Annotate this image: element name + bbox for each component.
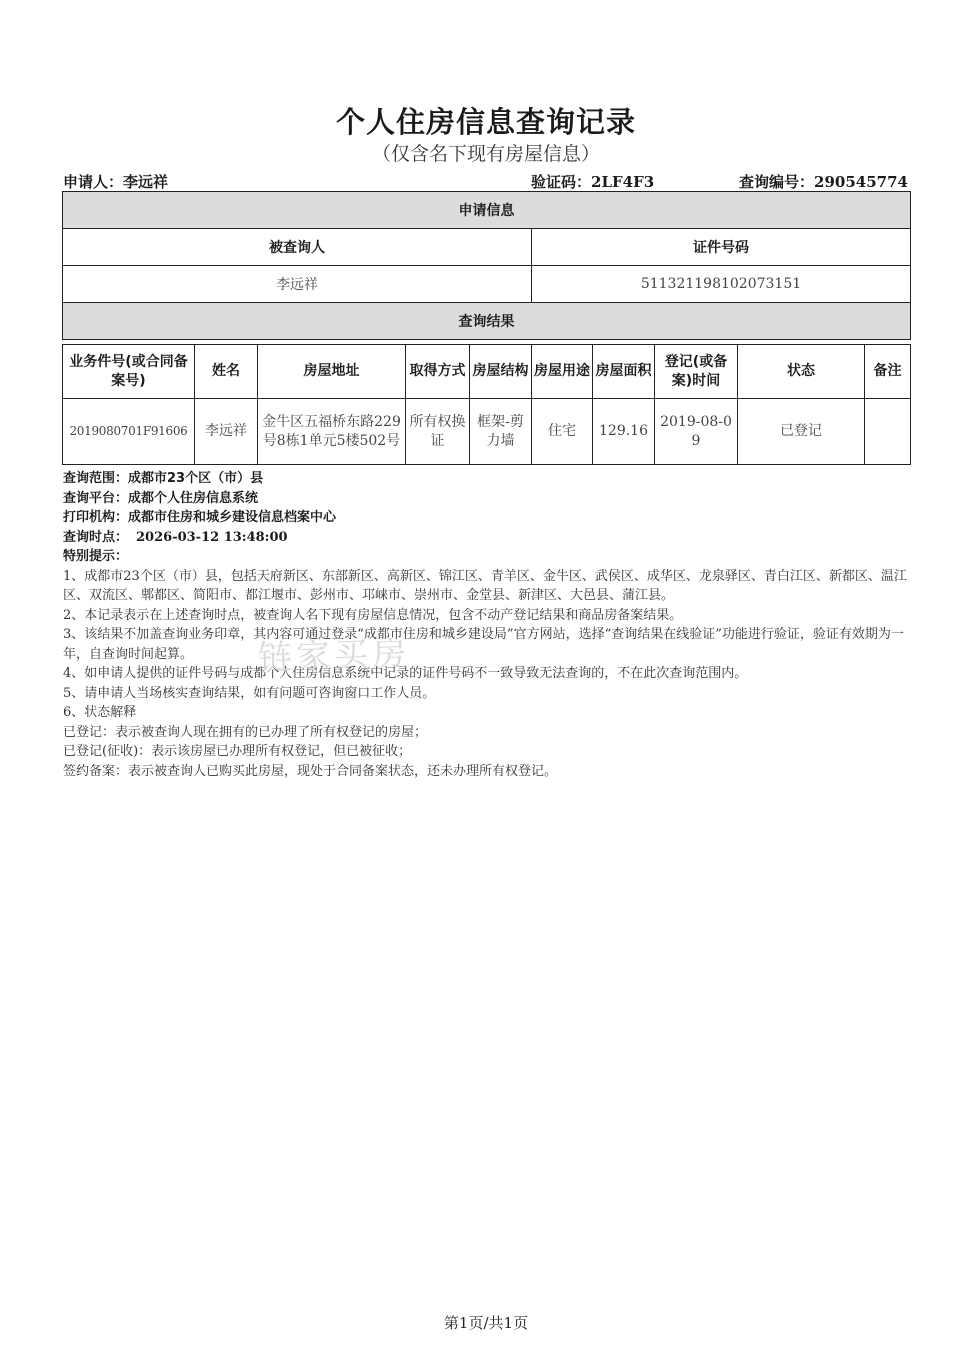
scope-label: 查询范围： (63, 471, 129, 486)
header-acquire: 取得方式 (406, 345, 470, 399)
note-item: 已登记：表示被查询人现在拥有的已办理了所有权登记的房屋； (63, 724, 428, 740)
id-header: 证件号码 (532, 229, 911, 266)
applicant (63, 171, 168, 192)
header-structure: 房屋结构 (470, 345, 532, 399)
cell-area: 129.16 (593, 399, 655, 465)
platform-value: 成都个人住房信息系统 (128, 490, 259, 506)
watermark: 链家买房 (257, 633, 411, 679)
note-item: 3、该结果不加盖查询业务印章，其内容可通过登录“成都市住房和城乡建设局”官方网站，选择“查询结果在线验证”功能进行验证，验证有效期为一年，自查询时间起算。 (63, 627, 904, 662)
applicant-name: 李远祥 (123, 173, 169, 191)
person-header: 被查询人 (63, 229, 532, 266)
person-value: 李远祥 (63, 266, 532, 303)
header-area: 房屋面积 (593, 345, 655, 399)
cell-address: 金牛区五福桥东路229号8栋1单元5楼502号 (258, 399, 406, 465)
header-status: 状态 (738, 345, 865, 399)
time-value: 2026-03-12 13:48:00 (136, 529, 288, 545)
cell-remark (865, 399, 911, 465)
platform-label: 查询平台： (63, 490, 129, 506)
time-line (63, 528, 913, 548)
query-number-label: 查询编号： (739, 173, 815, 191)
header-reg-time: 登记(或备案)时间 (655, 345, 738, 399)
note-item: 4、如申请人提供的证件号码与成都个人住房信息系统中记录的证件号码不一致导致无法查询的，不在此次查询范围内。 (63, 666, 748, 681)
document-title: 个人住房信息查询记录 (335, 105, 636, 139)
note-item: 5、请申请人当场核实查询结果，如有问题可咨询窗口工作人员。 (63, 685, 436, 701)
result-section-title: 查询结果 (63, 303, 911, 340)
query-number (739, 171, 908, 192)
header-address: 房屋地址 (258, 345, 406, 399)
result-table (62, 344, 911, 465)
table-row (63, 399, 911, 465)
apply-info-section-title: 申请信息 (63, 192, 911, 229)
platform-line (63, 489, 913, 509)
query-number-value: 290545774 (814, 173, 908, 191)
id-value: 511321198102073151 (532, 266, 911, 303)
verify-code (531, 171, 654, 192)
note-item: 2、本记录表示在上述查询时点，被查询人名下现有房屋信息情况，包含不动产登记结果和商品房备案结果。 (63, 607, 683, 623)
header-name: 姓名 (195, 345, 258, 399)
apply-info-table (62, 191, 911, 340)
cell-status: 已登记 (738, 399, 865, 465)
verify-code-label: 验证码： (531, 173, 592, 191)
printer-line (63, 508, 913, 528)
header-business-no: 业务件号(或合同备案号) (63, 345, 195, 399)
page-footer: 第1页/共1页 (443, 1314, 529, 1332)
scope-value: 成都市23个区（市）县 (128, 471, 264, 486)
result-header-row (63, 345, 911, 399)
cell-acquire: 所有权换证 (406, 399, 470, 465)
header-remark: 备注 (865, 345, 911, 399)
document-subtitle: （仅含名下现有房屋信息） (371, 143, 600, 165)
cell-name: 李远祥 (195, 399, 258, 465)
cell-reg-time: 2019-08-09 (655, 399, 738, 465)
time-label: 查询时点： (63, 529, 129, 545)
verify-code-value: 2LF4F3 (591, 173, 655, 191)
note-item: 已登记(征收)：表示该房屋已办理所有权登记，但已被征收； (63, 744, 412, 759)
special-label: 特别提示： (63, 549, 129, 564)
note-item: 签约备案：表示被查询人已购买此房屋，现处于合同备案状态，还未办理所有权登记。 (63, 763, 558, 779)
notes-section (63, 469, 913, 781)
cell-business-no: 2019080701F91606 (63, 399, 195, 465)
note-item: 6、状态解释 (63, 705, 137, 720)
header-usage: 房屋用途 (532, 345, 593, 399)
scope-line (63, 469, 913, 489)
printer-label: 打印机构： (63, 510, 129, 525)
meta-row (63, 171, 911, 191)
cell-usage: 住宅 (532, 399, 593, 465)
applicant-label: 申请人： (63, 173, 124, 191)
printer-value: 成都市住房和城乡建设信息档案中心 (128, 510, 337, 525)
note-item: 1、成都市23个区（市）县，包括天府新区、东部新区、高新区、锦江区、青羊区、金牛区、武侯区、成华区、龙泉驿区、青白江区、新都区、温江区、双流区、郫都区、简阳市、都江堰市、彭州市、邛崃市、崇州市、金堂县、新津区、大邑县、蒲江县。 (63, 568, 907, 603)
cell-structure: 框架-剪力墙 (470, 399, 532, 465)
